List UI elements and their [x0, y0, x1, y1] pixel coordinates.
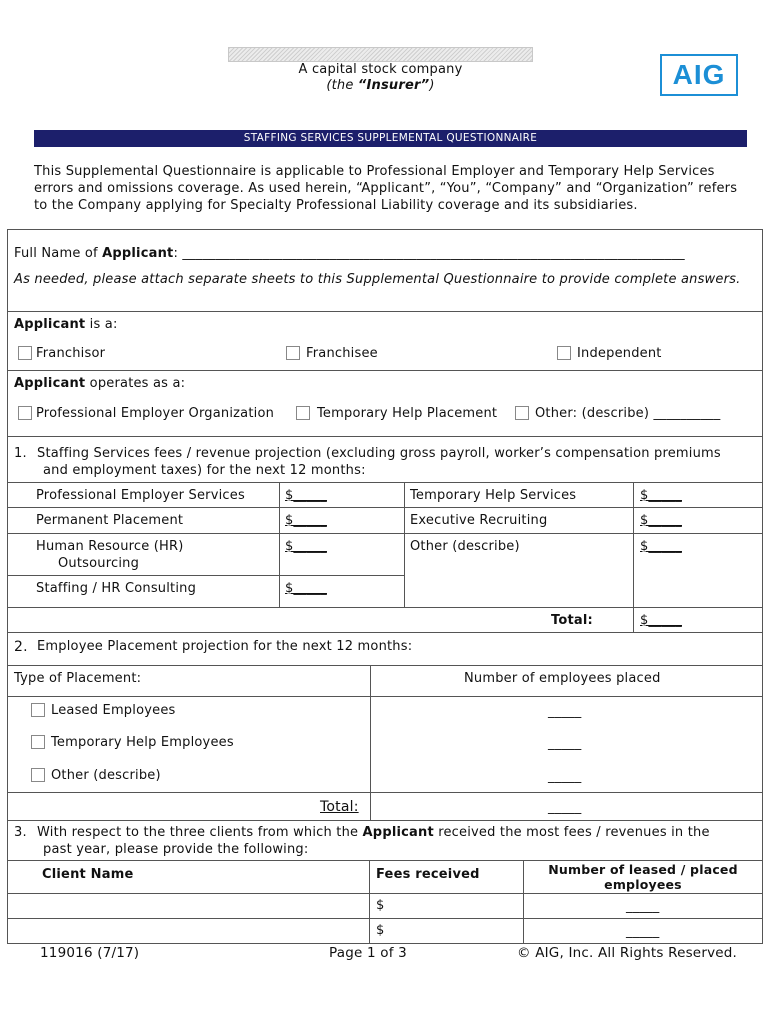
- franchisee-checkbox[interactable]: [286, 346, 300, 360]
- q1-col-line: [633, 482, 634, 632]
- q2-row-label: Temporary Help Employees: [51, 735, 234, 750]
- aig-logo: [660, 54, 738, 96]
- q1-row-line: [7, 507, 763, 508]
- q2-total-label: Total:: [320, 799, 359, 815]
- q1-text: Staffing Services fees / revenue projection (excluding gross payroll, worker’s compensation premiums: [37, 446, 721, 461]
- leased-employees-checkbox[interactable]: [31, 703, 45, 717]
- q2-row-value[interactable]: _____: [548, 736, 582, 751]
- q1-left-value[interactable]: $_____: [285, 581, 327, 596]
- q2-total-value[interactable]: _____: [548, 800, 582, 815]
- independent-label: Independent: [577, 346, 662, 361]
- questionnaire-title: STAFFING SERVICES SUPPLEMENTAL QUESTIONNAIRE: [34, 130, 747, 147]
- q1-number: 1.: [14, 446, 27, 461]
- box-top-border: [7, 229, 763, 230]
- q1-col-line: [279, 482, 280, 607]
- q1-col-line: [404, 482, 405, 607]
- q2-row-label: Other (describe): [51, 768, 161, 783]
- other-operation-checkbox[interactable]: [515, 406, 529, 420]
- q1-left-label-cont: Outsourcing: [58, 556, 140, 571]
- q1-left-value[interactable]: $_____: [285, 539, 327, 554]
- q2-header-line: [7, 696, 763, 697]
- q2-table-top: [7, 665, 763, 666]
- q2-total-line: [7, 792, 763, 793]
- q1-row-line: [7, 607, 763, 608]
- q3-fees-value[interactable]: $: [376, 898, 385, 913]
- q3-table-top: [7, 860, 763, 861]
- temp-help-checkbox[interactable]: [296, 406, 310, 420]
- attach-note: As needed, please attach separate sheets to this Supplemental Questionnaire to provide complete answers.: [14, 272, 741, 287]
- company-line: A capital stock company: [298, 62, 463, 77]
- q2-table-bottom: [7, 820, 763, 821]
- redacted-bar: [228, 47, 533, 62]
- q1-total-label: Total:: [551, 613, 593, 628]
- divider: [7, 311, 763, 312]
- q3-header-line: [7, 893, 763, 894]
- q2-number: 2.: [14, 639, 28, 655]
- q2-row-label: Leased Employees: [51, 703, 176, 718]
- form-number: 119016 (7/17): [40, 945, 140, 961]
- franchisor-checkbox[interactable]: [18, 346, 32, 360]
- q1-total-value[interactable]: $_____: [640, 613, 682, 628]
- q3-fees-value[interactable]: $: [376, 923, 385, 938]
- q1-left-value[interactable]: $_____: [285, 488, 327, 503]
- temp-help-label: Temporary Help Placement: [317, 406, 498, 421]
- q3-text: With respect to the three clients from which the Applicant received the most fees / revenues in the: [37, 825, 710, 840]
- copyright: © AIG, Inc. All Rights Reserved.: [517, 945, 738, 961]
- q2-text: Employee Placement projection for the next 12 months:: [37, 639, 413, 654]
- q3-employees-value[interactable]: _____: [626, 899, 660, 914]
- intro-paragraph: This Supplemental Questionnaire is applicable to Professional Employer and Temporary Help Services errors and omissions coverage. As used herein, “Applicant”, “You”, “Company” and “Organization” refers to the Company applying for Specialty Professional Liability coverage and its subsidiaries.: [34, 164, 738, 213]
- q1-text-cont: and employment taxes) for the next 12 months:: [43, 463, 366, 478]
- applicant-is-a-label: Applicant is a:: [14, 317, 118, 332]
- q1-right-label: Temporary Help Services: [410, 488, 577, 503]
- insurer-line: (the “Insurer”): [326, 78, 435, 93]
- q3-number: 3.: [14, 825, 27, 840]
- q1-left-value[interactable]: $_____: [285, 513, 327, 528]
- q1-right-label: Other (describe): [410, 539, 520, 554]
- q1-left-label: Permanent Placement: [36, 513, 184, 528]
- divider: [7, 436, 763, 437]
- q2-row-value[interactable]: _____: [548, 704, 582, 719]
- divider: [7, 370, 763, 371]
- franchisee-label: Franchisee: [306, 346, 378, 361]
- q2-row-value[interactable]: _____: [548, 769, 582, 784]
- q1-row-line: [7, 533, 763, 534]
- page-number: Page 1 of 3: [329, 945, 407, 961]
- q1-table-bottom: [7, 632, 763, 633]
- temp-help-employees-checkbox[interactable]: [31, 735, 45, 749]
- q1-left-label: Human Resource (HR): [36, 539, 184, 554]
- q3-row-line: [7, 918, 763, 919]
- q2-col-line: [370, 665, 371, 820]
- box-bottom-border: [7, 943, 763, 944]
- q1-row-line: [7, 575, 404, 576]
- franchisor-label: Franchisor: [36, 346, 106, 361]
- logo-text: AIG: [672, 59, 726, 90]
- operates-as-label: Applicant operates as a:: [14, 376, 186, 391]
- q1-right-value[interactable]: $_____: [640, 488, 682, 503]
- q3-col-employees: Number of leased / placed employees: [548, 862, 738, 892]
- peo-checkbox[interactable]: [18, 406, 32, 420]
- q1-right-label: Executive Recruiting: [410, 513, 548, 528]
- q3-employees-value[interactable]: _____: [626, 924, 660, 939]
- independent-checkbox[interactable]: [557, 346, 571, 360]
- box-left-border: [7, 229, 8, 944]
- q1-left-label: Professional Employer Services: [36, 488, 245, 503]
- q3-col-line: [369, 860, 370, 943]
- q3-col-client: Client Name: [42, 867, 134, 882]
- other-operation-label: Other: (describe) __________: [535, 406, 721, 421]
- peo-label: Professional Employer Organization: [36, 406, 275, 421]
- q3-text-cont: past year, please provide the following:: [43, 842, 309, 857]
- box-right-border: [762, 229, 763, 944]
- q2-col-number: Number of employees placed: [464, 671, 661, 686]
- q1-table-top: [7, 482, 763, 483]
- q3-col-fees: Fees received: [376, 867, 480, 882]
- q1-right-value[interactable]: $_____: [640, 513, 682, 528]
- q1-right-value[interactable]: $_____: [640, 539, 682, 554]
- full-name-label: Full Name of Applicant: ___________________________________________________________________________: [14, 246, 685, 261]
- q1-left-label: Staffing / HR Consulting: [36, 581, 197, 596]
- other-employees-checkbox[interactable]: [31, 768, 45, 782]
- q2-col-type: Type of Placement:: [14, 671, 142, 686]
